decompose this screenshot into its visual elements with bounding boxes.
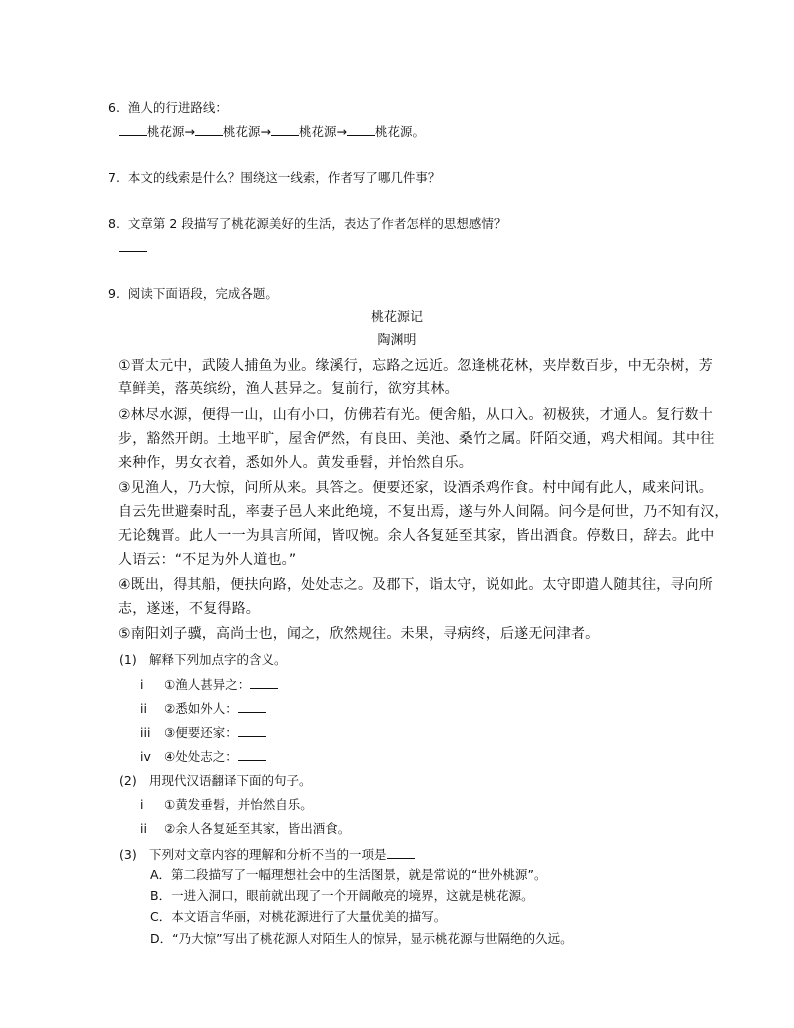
- route-part: 桃花源→: [147, 124, 195, 139]
- item-text: ①黄发垂髫，并怡然自乐。: [164, 797, 313, 812]
- question-text: 阅读下面语段，完成各题。: [127, 286, 278, 301]
- passage-line: 自云先世避秦时乱，率妻子邑人来此绝境，不复出焉，遂与外人间隔。问今是何世，乃不知有汉，: [118, 504, 729, 520]
- passage-line: 志，遂迷，不复得路。: [118, 601, 260, 617]
- sub-question-2: [119, 772, 312, 790]
- sub-question-text: 用现代汉语翻译下面的句子。: [148, 773, 312, 788]
- question-9: [108, 285, 278, 303]
- item-text: ①渔人甚异之：: [164, 677, 251, 692]
- route-part: 桃花源。: [374, 124, 425, 139]
- item-numeral: iii: [140, 725, 151, 740]
- answer-blank[interactable]: [250, 675, 278, 689]
- answer-blank[interactable]: [119, 238, 147, 252]
- item-text: ③便要还家：: [164, 725, 238, 740]
- choice-option-c[interactable]: C．本文语言华丽，对桃花源进行了大量优美的描写。: [150, 909, 447, 924]
- answer-blank[interactable]: [195, 122, 223, 136]
- question-text: 文章第 2 段描写了桃花源美好的生活，表达了作者怎样的思想感情？: [127, 216, 507, 231]
- choice-option-d[interactable]: D．“乃大惊”写出了桃花源人对陌生人的惊异，显示桃花源与世隔绝的久远。: [150, 931, 573, 946]
- question-8: [108, 215, 506, 233]
- passage-author: 陶渊明: [377, 333, 417, 348]
- passage-line: 步，豁然开朗。土地平旷，屋舍俨然，有良田、美池、桑竹之属。阡陌交通，鸡犬相闻。其中往: [118, 431, 715, 447]
- question-number: 6.: [108, 100, 120, 115]
- sub-question-text: 下列对文章内容的理解和分析不当的一项是: [148, 847, 387, 862]
- question-number: 9.: [108, 286, 120, 301]
- sub-question-label: (1): [119, 652, 137, 667]
- passage-title: 桃花源记: [370, 310, 423, 325]
- answer-line: [119, 238, 147, 257]
- question-text: 渔人的行进路线：: [127, 100, 228, 115]
- sub-question-label: (2): [119, 773, 137, 788]
- choice-option-b[interactable]: B．一进入洞口，眼前就出现了一个开阔敞亮的境界，这就是桃花源。: [150, 888, 534, 903]
- sub-question-text: 解释下列加点字的含义。: [148, 652, 287, 667]
- answer-blank[interactable]: [238, 699, 266, 713]
- sub-item: [140, 796, 313, 814]
- passage-line: ⑤南阳刘子骥，高尚士也，闻之，欣然规往。未果，寻病终，后遂无问津者。: [118, 626, 600, 642]
- item-text: ④处处志之：: [164, 749, 238, 764]
- question-7: [108, 169, 440, 187]
- question-6: [108, 99, 228, 117]
- sub-question-3: [119, 845, 415, 864]
- sub-item: [140, 723, 266, 742]
- sub-question-label: (3): [119, 847, 137, 862]
- answer-blank[interactable]: [238, 747, 266, 761]
- sub-item: [140, 820, 350, 838]
- question-number: 7.: [108, 170, 120, 185]
- passage-line: ③见渔人，乃大惊，问所从来。具答之。便要还家，设酒杀鸡作食。村中闻有此人，咸来问讯。: [118, 480, 713, 496]
- passage-line: 无论魏晋。此人一一为具言所闻，皆叹惋。余人各复延至其家，皆出酒食。停数日，辞去。此中: [118, 528, 715, 544]
- passage-line: ②林尽水源，便得一山，山有小口，仿佛若有光。便舍船，从口入。初极狭，才通人。复行数十: [118, 407, 713, 423]
- sub-item: [140, 747, 266, 766]
- question-number: 8.: [108, 216, 120, 231]
- sub-item: [140, 675, 278, 694]
- question-text: 本文的线索是什么？围绕这一线索，作者写了哪几件事？: [127, 170, 441, 185]
- answer-blank[interactable]: [271, 122, 299, 136]
- route-line: [119, 122, 425, 141]
- item-text: ②余人各复延至其家，皆出酒食。: [164, 821, 351, 836]
- route-part: 桃花源→: [298, 124, 347, 139]
- passage-line: ④既出，得其船，便扶向路，处处志之。及郡下，诣太守，说如此。太守即遣人随其往，寻向所: [118, 577, 713, 593]
- passage-line: 来种作，男女衣着，悉如外人。黄发垂髫，并怡然自乐。: [118, 455, 473, 471]
- passage-line: 草鲜美，落英缤纷，渔人甚异之。复前行，欲穷其林。: [118, 381, 459, 397]
- route-part: 桃花源→: [222, 124, 271, 139]
- item-numeral: i: [140, 677, 144, 692]
- item-numeral: ii: [140, 701, 147, 716]
- item-numeral: i: [140, 797, 144, 812]
- choice-option-a[interactable]: A．第二段描写了一幅理想社会中的生活图景，就是常说的“世外桃源”。: [150, 867, 547, 882]
- sub-item: [140, 699, 266, 718]
- answer-blank[interactable]: [347, 122, 375, 136]
- item-numeral: ii: [140, 821, 147, 836]
- passage-line: 人语云：“不足为外人道也。”: [118, 552, 297, 568]
- item-numeral: iv: [140, 749, 151, 764]
- answer-blank[interactable]: [238, 723, 266, 737]
- passage-line: ①晋太元中，武陵人捕鱼为业。缘溪行，忘路之远近。忽逢桃花林，夹岸数百步，中无杂树，芳: [118, 358, 713, 374]
- sub-question-1: [119, 651, 287, 669]
- answer-blank[interactable]: [119, 122, 147, 136]
- item-text: ②悉如外人：: [164, 701, 238, 716]
- answer-blank[interactable]: [387, 845, 415, 859]
